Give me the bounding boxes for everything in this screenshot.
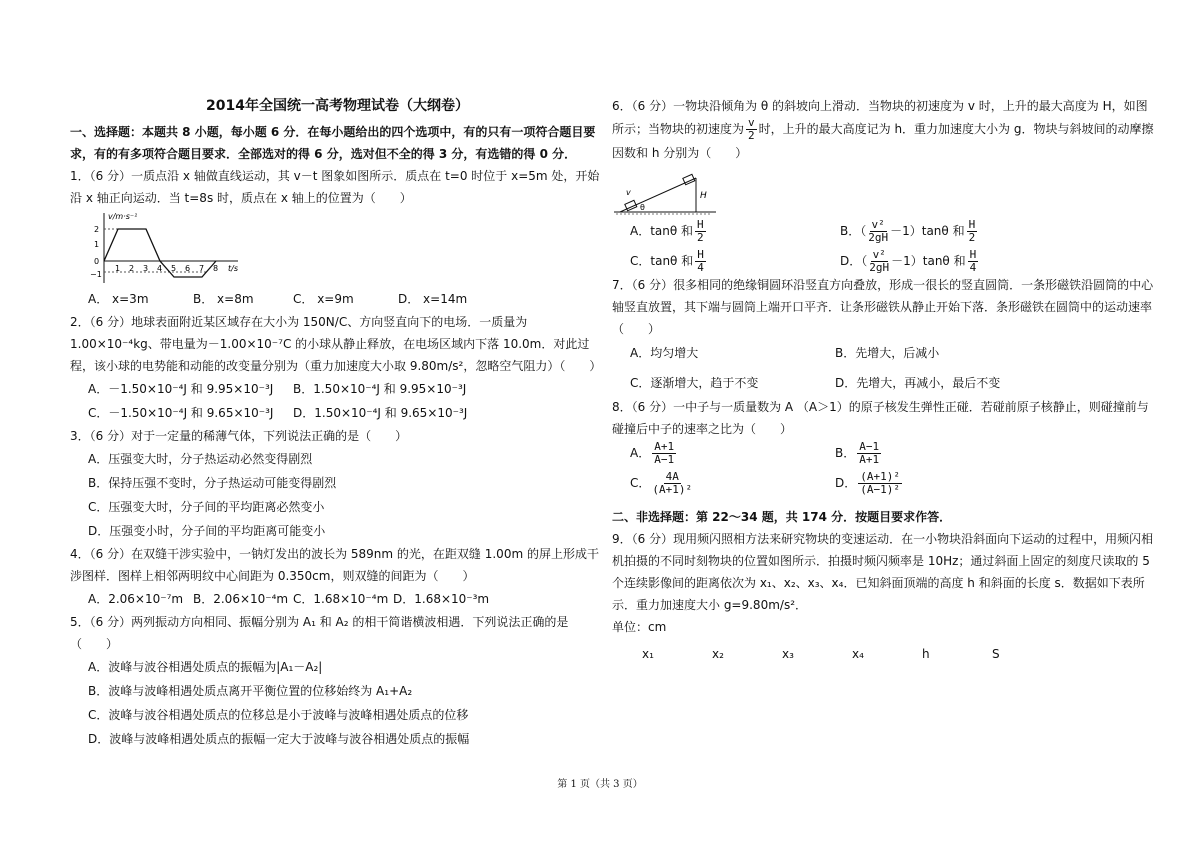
q3-option-c[interactable]: C．压强变大时，分子间的平均距离必然变小 (88, 500, 325, 514)
q6-option-d-label: D．（ (840, 254, 868, 268)
q9-unit: 单位：cm (612, 620, 667, 634)
q6-a-frac-n: H (697, 218, 704, 231)
q6-b-frac1 (868, 219, 888, 244)
q5-option-c[interactable]: C．波峰与波谷相遇处质点的位移总是小于波峰与波峰相遇处质点的位移 (88, 708, 469, 722)
question-3: 3．（6 分）对于一定量的稀薄气体，下列说法正确的是（ ） (70, 429, 408, 443)
q8-d-label: D． (835, 476, 857, 490)
q2-option-c[interactable]: C．－1.50×10⁻⁴J 和 9.65×10⁻³J (88, 406, 274, 420)
vt-ytick-0: 0 (94, 257, 100, 266)
q9-col-x2: x₂ (712, 647, 724, 661)
q8-a-frac (652, 441, 676, 466)
q6-stem-frac-numerator: v (748, 116, 755, 129)
q9-col-x3: x₃ (782, 647, 794, 661)
q8-c-n: 4A (665, 470, 679, 483)
q6-stem-fraction (746, 117, 757, 142)
q8-option-c[interactable] (630, 470, 835, 496)
page-footer: 第 1 页（共 3 页） (557, 779, 643, 790)
q6-stem-frac-denominator: 2 (748, 129, 755, 142)
question-5: 5．（6 分）两列振动方向相同、振幅分别为 A₁ 和 A₂ 的相干简谐横波相遇．下列说法正确的是（ ） (70, 615, 569, 651)
q3-option-a[interactable]: A．压强变大时，分子热运动必然变得剧烈 (88, 452, 313, 466)
q6-stem-b: 时，上升的最大高度记为 h．重力加速度大小为 g．物块与斜坡间的动摩擦因数和 h 分别为（ ） (612, 122, 1154, 160)
q2-option-d[interactable]: D．1.50×10⁻⁴J 和 9.65×10⁻³J (293, 406, 468, 420)
q8-c-d: (A+1)² (652, 483, 693, 496)
q4-option-b[interactable]: B．2.06×10⁻⁴m (193, 592, 289, 606)
left-column (70, 95, 605, 751)
q6-d-frac1-d: 2gH (869, 261, 890, 274)
right-column (612, 95, 1157, 664)
q3-option-b[interactable]: B．保持压强不变时，分子热运动可能变得剧烈 (88, 476, 337, 490)
q6-b-frac1-d: 2gH (868, 231, 889, 244)
q6-d-frac1 (869, 249, 889, 274)
q6-c-frac (695, 249, 706, 274)
q6-b-frac1-n: v² (871, 218, 885, 231)
q9-col-x1: x₁ (642, 647, 654, 661)
q6-a-frac (695, 219, 706, 244)
vt-ytick-1: 1 (94, 240, 100, 249)
q7-option-a[interactable]: A．均匀增大 (630, 346, 699, 360)
incline-v-label: v (626, 188, 631, 197)
q8-c-frac (652, 471, 692, 496)
q8-d-d: (A−1)² (860, 483, 900, 496)
q3-option-d[interactable]: D．压强变小时，分子间的平均距离可能变小 (88, 524, 326, 538)
q6-option-c[interactable] (630, 248, 840, 274)
q6-d-frac1-n: v² (872, 248, 886, 261)
q8-b-frac (857, 441, 881, 466)
q8-b-n: A−1 (859, 440, 880, 453)
q4-option-a[interactable]: A．2.06×10⁻⁷m (88, 592, 184, 606)
q8-a-label: A． (630, 446, 651, 460)
q1-option-d[interactable]: D． x=14m (398, 292, 468, 306)
question-7: 7．（6 分）很多相同的绝缘铜圆环沿竖直方向叠放，形成一很长的竖直圆筒．一条形磁铁沿圆筒的中心轴竖直放置，其下端与圆筒上端开口平齐．让条形磁铁从静止开始下落．条形磁铁在圆筒中的运动速率（ ） (612, 278, 1154, 336)
vt-xtick-label: 7 (199, 264, 205, 273)
q8-b-label: B． (835, 446, 856, 460)
q5-option-d[interactable]: D．波峰与波峰相遇处质点的振幅一定大于波峰与波谷相遇处质点的振幅 (88, 732, 470, 746)
q1-option-c[interactable]: C． x=9m (293, 292, 354, 306)
q2-option-b[interactable]: B．1.50×10⁻⁴J 和 9.95×10⁻³J (293, 382, 467, 396)
q6-d-frac2 (968, 249, 979, 274)
q8-option-d[interactable] (835, 470, 1040, 496)
q6-d-frac2-n: H (969, 248, 977, 261)
q6-option-b[interactable] (840, 218, 1070, 244)
q6-b-frac2-d: 2 (968, 231, 976, 244)
incline-h-label: H (700, 191, 707, 201)
q1-option-b[interactable]: B． x=8m (193, 292, 254, 306)
vt-graph (88, 209, 248, 287)
q2-options-row2 (70, 401, 605, 425)
q9-col-s: S (992, 647, 1000, 661)
question-9: 9．（6 分）现用频闪照相方法来研究物块的变速运动．在一小物块沿斜面向下运动的过程中，用频闪相机拍摄的不同时刻物块的位置如图所示．拍摄时频闪频率是 10Hz；通过斜面上固定的刻度尺读取的 5 个连续影像间的距离依次为 x₁、x₂、x₃、x₄．已知斜面顶端的高度 h 和斜面的长度 s．数据如下表所示．重力加速度大小 g=9.80m/s²． (612, 532, 1154, 612)
q1-options (70, 287, 605, 311)
q6-options (612, 218, 1157, 274)
incline-theta-label: θ (640, 203, 645, 212)
q6-option-b-mid: －1）tanθ 和 (890, 224, 965, 238)
question-4: 4．（6 分）在双缝干涉实验中，一钠灯发出的波长为 589nm 的光，在距双缝 1.00m 的屏上形成干涉图样．图样上相邻两明纹中心间距为 0.350cm，则双缝的间距为（ ） (70, 547, 599, 583)
q6-option-a-label: A．tanθ 和 (630, 224, 694, 238)
q4-options (70, 587, 605, 611)
q8-c-label: C． (630, 476, 651, 490)
q8-options (612, 440, 1157, 496)
q5-option-b[interactable]: B．波峰与波峰相遇处质点离开平衡位置的位移始终为 A₁+A₂ (88, 684, 413, 698)
q7-options (612, 340, 1157, 396)
q7-option-c[interactable]: C．逐渐增大，趋于不变 (630, 376, 759, 390)
q6-option-d-mid: －1）tanθ 和 (891, 254, 966, 268)
q6-option-d[interactable] (840, 248, 1070, 274)
section-2-heading: 二、非选择题：第 22～34 题，共 174 分．按题目要求作答． (612, 510, 952, 524)
q1-option-a[interactable]: A． x=3m (88, 292, 149, 306)
q6-stem-a: 6．（6 分）一物块沿倾角为 θ 的斜坡向上滑动．当物块的初速度为 v 时，上升的最大高度为 H，如图所示；当物块的初速度为 (612, 99, 1148, 136)
vt-xtick-label: 4 (157, 264, 163, 273)
question-1: 1．（6 分）一质点沿 x 轴做直线运动，其 v－t 图象如图所示．质点在 t=0 时位于 x=5m 处，开始沿 x 轴正向运动．当 t=8s 时，质点在 x 轴上的位置为（ ） (70, 169, 600, 205)
q9-col-x4: x₄ (852, 647, 864, 661)
q8-b-d: A+1 (859, 453, 880, 466)
q8-option-b[interactable] (835, 440, 1040, 466)
q8-a-d: A−1 (654, 453, 675, 466)
question-2: 2．（6 分）地球表面附近某区域存在大小为 150N/C、方向竖直向下的电场．一质量为 1.00×10⁻⁴kg、带电量为－1.00×10⁻⁷C 的小球从静止释放，在电场区域内下落 10.0m．对此过程，该小球的电势能和动能的改变量分别为（重力加速度大小取 9.80m/s²，忽略空气阻力）（ ） (70, 315, 602, 373)
q7-option-b[interactable]: B．先增大，后减小 (835, 346, 940, 360)
q4-option-c[interactable]: C．1.68×10⁻⁴m (293, 592, 389, 606)
q8-d-frac (858, 471, 902, 496)
q6-option-c-label: C．tanθ 和 (630, 254, 694, 268)
q5-option-a[interactable]: A．波峰与波谷相遇处质点的振幅为|A₁－A₂| (88, 660, 323, 674)
vt-xtick-label: 8 (213, 264, 219, 273)
q4-option-d[interactable]: D．1.68×10⁻³m (393, 592, 490, 606)
q8-option-a[interactable] (630, 440, 835, 466)
incline-figure (612, 168, 722, 218)
q6-b-frac2-n: H (968, 218, 976, 231)
question-6 (612, 95, 1157, 164)
vt-xtick-label: 2 (129, 264, 135, 273)
question-8: 8．（6 分）一中子与一质量数为 A （A＞1）的原子核发生弹性正碰．若碰前原子核静止，则碰撞前与碰撞后中子的速率之比为（ ） (612, 400, 1149, 436)
vt-ylabel: v/m·s⁻¹ (108, 212, 138, 221)
vt-ytick-2: 2 (94, 225, 100, 234)
section-1-heading: 一、选择题：本题共 8 小题，每小题 6 分．在每小题给出的四个选项中，有的只有一项符合题目要求，有的有多项符合题目要求．全部选对的得 6 分，选对但不全的得 3 分，有选错的得 0 分． (70, 125, 596, 161)
q6-a-frac-d: 2 (697, 231, 704, 244)
vt-xtick-label: 5 (171, 264, 177, 273)
vt-xtick-label: 6 (185, 264, 191, 273)
q9-col-h: h (922, 647, 930, 661)
q6-option-b-label: B．（ (840, 224, 867, 238)
q7-option-d[interactable]: D．先增大，再减小，最后不变 (835, 376, 1001, 390)
q2-options-row1 (70, 377, 605, 401)
q6-c-frac-d: 4 (697, 261, 704, 274)
q8-d-n: (A+1)² (860, 470, 900, 483)
vt-xtick-label: 3 (143, 264, 149, 273)
vt-xtick-label: 1 (115, 264, 121, 273)
vt-ytick-neg1: −1 (90, 270, 102, 279)
q6-b-frac2 (967, 219, 978, 244)
q6-c-frac-n: H (697, 248, 704, 261)
q9-table-header (612, 644, 1157, 664)
q2-option-a[interactable]: A．－1.50×10⁻⁴J 和 9.95×10⁻³J (88, 382, 274, 396)
q6-option-a[interactable] (630, 218, 840, 244)
q8-a-n: A+1 (654, 440, 675, 453)
q6-d-frac2-d: 4 (969, 261, 977, 274)
vt-xlabel: t/s (228, 264, 238, 273)
page-title: 2014年全国统一高考物理试卷（大纲卷） (206, 98, 469, 114)
